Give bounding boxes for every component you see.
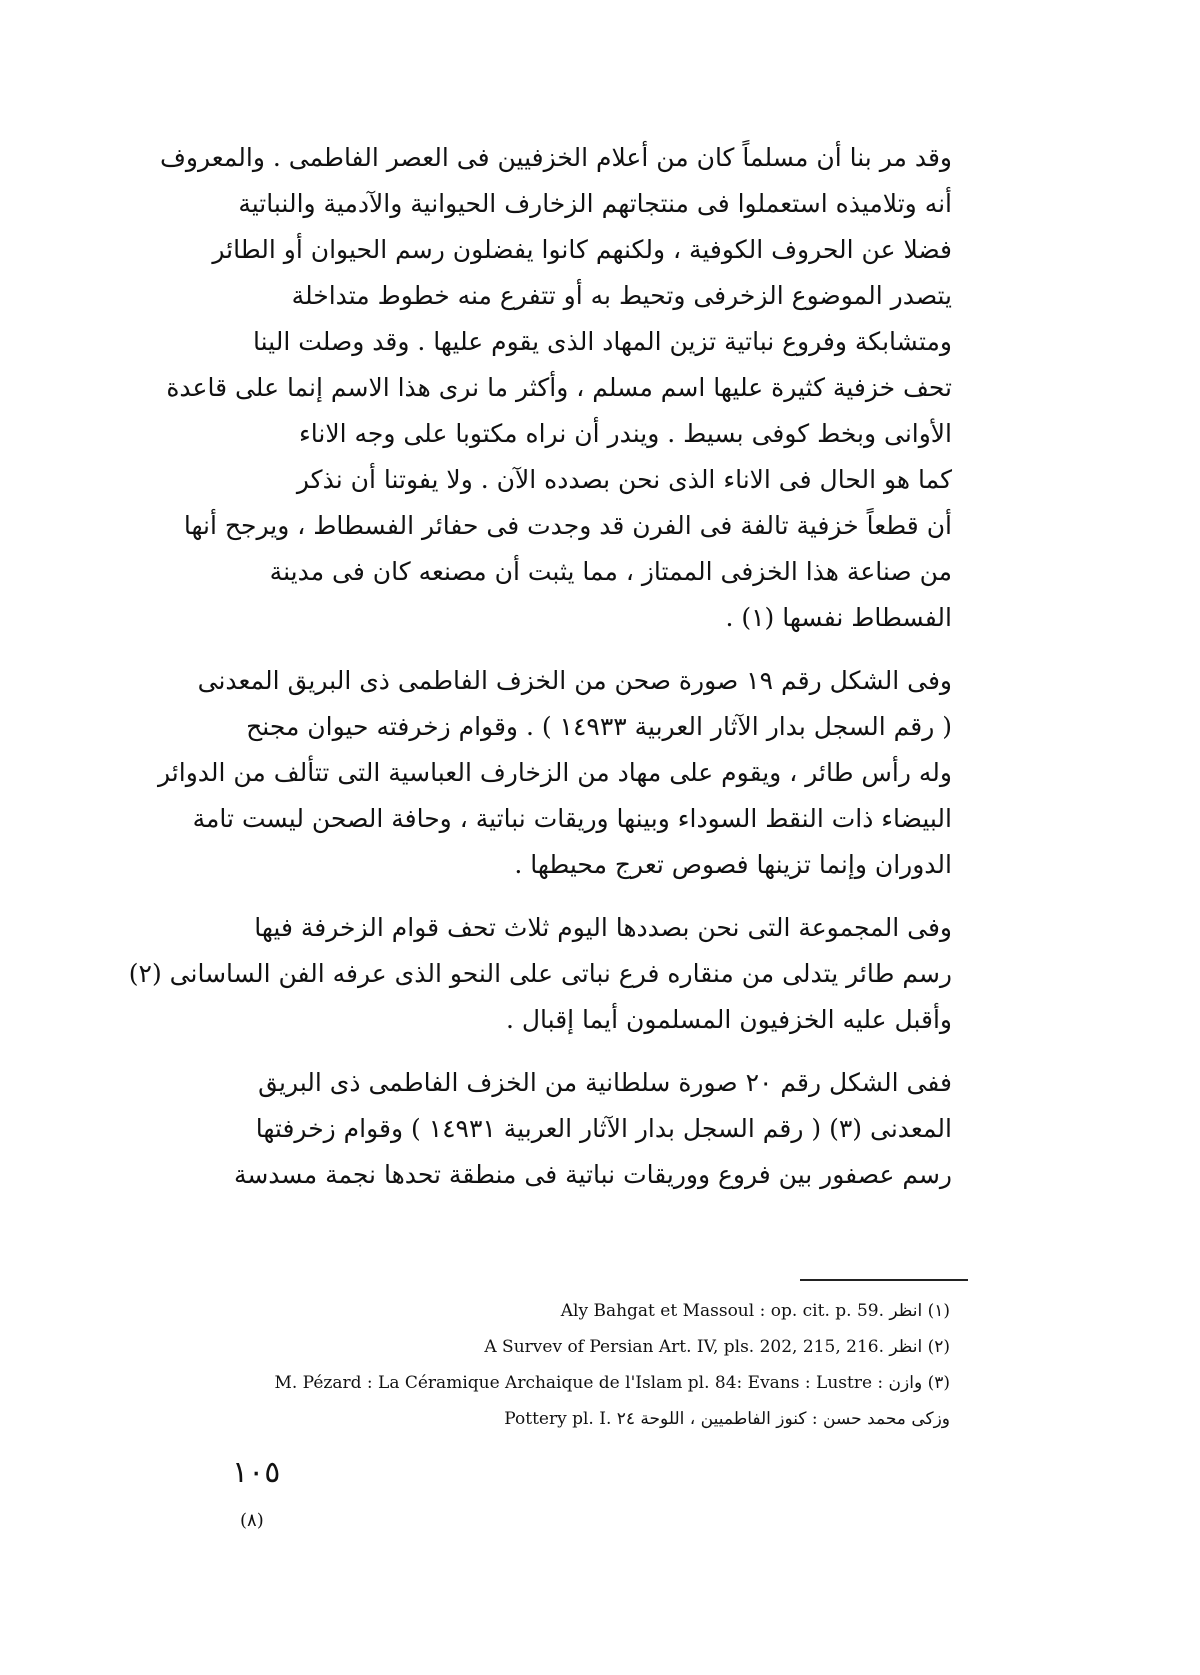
footnote-reference: M. Pézard : La Céramique Archaique de l'Islam pl. 84: Evans : Lustre [274,1373,873,1393]
footnote [230,1329,950,1365]
footnote [230,1365,950,1401]
text-line: رسم طائر يتدلى من منقاره فرع نباتى على النحو الذى عرفه الفن الساسانى (٢) [128,959,952,988]
text-line: تحف خزفية كثيرة عليها اسم مسلم ، وأكثر ما نرى هذا الاسم إنما على قاعدة [166,373,952,402]
footnote-rule [800,1279,968,1281]
footnote-continuation: وزكى محمد حسن : كنوز الفاطميين ، اللوحة ٢٤ [616,1409,950,1429]
footnote-reference: Aly Bahgat et Massoul : op. cit. p. 59. [560,1301,884,1321]
text-line: الدوران وإنما تزينها فصوص تعرج محيطها . [514,850,952,879]
paragraph [232,1060,952,1198]
text-line: ( رقم السجل بدار الآثار العربية ١٤٩٣٣ ) . وقوام زخرفته حيوان مجنح [246,712,952,741]
text-line: يتصدر الموضوع الزخرفى وتحيط به أو تتفرع منه خطوط متداخلة [291,281,952,310]
footnote-marker: (٣) وازن : [877,1373,950,1393]
text-line: وأقبل عليه الخزفيون المسلمون أيما إقبال . [506,1005,952,1034]
signature-mark: (٨) [240,1510,264,1531]
paragraph-gap [232,1043,952,1060]
paragraph-gap [232,888,952,905]
text-line: من صناعة هذا الخزفى الممتاز ، مما يثبت أن مصنعه كان فى مدينة [269,557,952,586]
text-line: الأوانى وبخط كوفى بسيط . ويندر أن نراه مكتوبا على وجه الاناء [298,419,952,448]
footnote [230,1401,950,1437]
text-line: وفى الشكل رقم ١٩ صورة صحن من الخزف الفاطمى ذى البريق المعدنى [197,666,952,695]
footnote-marker: (١) انظر [889,1301,950,1321]
text-line: رسم عصفور بين فروع ووريقات نباتية فى منطقة تحدها نجمة مسدسة [233,1160,952,1189]
text-line: كما هو الحال فى الاناء الذى نحن بصدده الآن . ولا يفوتنا أن نذكر [296,465,952,494]
text-line: وفى المجموعة التى نحن بصددها اليوم ثلاث تحف قوام الزخرفة فيها [254,913,952,942]
text-line: وقد مر بنا أن مسلماً كان من أعلام الخزفيين فى العصر الفاطمى . والمعروف [159,143,952,172]
text-line: فضلا عن الحروف الكوفية ، ولكنهم كانوا يفضلون رسم الحيوان أو الطائر [212,235,952,264]
body-text [128,135,952,1198]
page-number: ١٠٥ [232,1455,281,1490]
footnote-reference: Pottery pl. I. [504,1409,612,1429]
footnote [230,1293,950,1329]
text-line: المعدنى (٣) ( رقم السجل بدار الآثار العربية ١٤٩٣١ ) وقوام زخرفتها [255,1114,952,1143]
footnote-marker: (٢) انظر [889,1337,950,1357]
paragraph [159,135,952,641]
text-line: ومتشابكة وفروع نباتية تزين المهاد الذى يقوم عليها . وقد وصلت الينا [253,327,952,356]
text-line: البيضاء ذات النقط السوداء وبينها وريقات نباتية ، وحافة الصحن ليست تامة [192,804,952,833]
text-line: أن قطعاً خزفية تالفة فى الفرن قد وجدت فى حفائر الفسطاط ، ويرجح أنها [183,511,952,540]
footnote-reference: A Survev of Persian Art. IV, pls. 202, 215, 216. [484,1337,884,1357]
text-line: ففى الشكل رقم ٢٠ صورة سلطانية من الخزف الفاطمى ذى البريق [258,1068,952,1097]
paragraph [158,658,952,888]
text-line: الفسطاط نفسها (١) . [725,603,952,632]
footnotes [230,1293,950,1437]
text-line: أنه وتلاميذه استعملوا فى منتجاتهم الزخارف الحيوانية والآدمية والنباتية [238,189,952,218]
paragraph [128,905,952,1043]
paragraph-gap [232,641,952,658]
text-line: وله رأس طائر ، ويقوم على مهاد من الزخارف العباسية التى تتألف من الدوائر [158,758,952,787]
